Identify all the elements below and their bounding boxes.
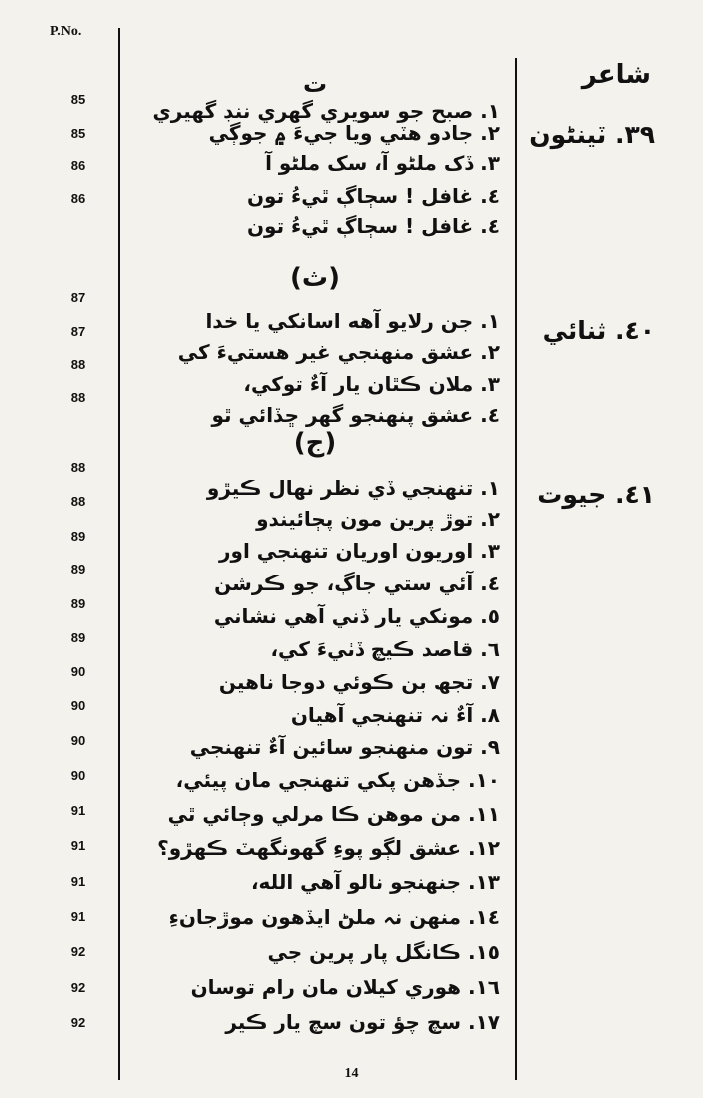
right-column-divider [515,58,517,1080]
entry-title: ٧. تجھ بن ڪوئي دوجا ناهين [218,670,500,694]
entry-title: ٣. ڏک ملڻو آ، سک ملڻو آ [265,151,500,175]
entry-title: ١٦. هوري کيلان مان رام توسان [190,975,500,999]
page-number-column-header: P.No. [50,24,82,39]
entry-title: ١. صبح جو سويري گهري ننڊ گهيري [152,99,500,123]
entry-page-number: 91 [70,909,86,924]
entry-page-number: 92 [70,944,86,959]
entry-page-number: 90 [70,698,86,713]
entry-title: ٢. جادو هٽي ويا جيءَ ۾ جوڳي [208,121,500,145]
entry-page-number: 89 [70,596,86,611]
entry-page-number: 91 [70,874,86,889]
entry-title: ١٤. منهن نہ ملڻ ايڏهون موڙجانءِ [168,905,500,929]
left-column-divider [118,28,120,1080]
entry-title: ٤. آئي ستي جاڳ، جو ڪرشن [214,571,500,595]
entry-title: ٥. مونکي يار ڏني آهي نشاني [213,604,500,628]
section-letter: ت [302,70,328,98]
entry-page-number: 89 [70,630,86,645]
entry-page-number: 86 [70,191,86,206]
entry-title: ١. تنهنجي ڏي نظر نهال ڪيڙو [206,476,500,500]
entry-page-number: 92 [70,980,86,995]
entry-page-number: 88 [70,357,86,372]
entry-page-number: 90 [70,768,86,783]
entry-page-number: 86 [70,158,86,173]
entry-page-number: 87 [70,324,86,339]
entry-title: ١٧. سچ چؤ تون سچ يار ڪير [225,1010,500,1034]
entry-page-number: 90 [70,664,86,679]
poet-name: ٤١. جيوت [537,480,655,509]
entry-title: ١٥. ڪانگل پار پرين جي [267,940,500,964]
page-footer-number: 14 [344,1066,359,1081]
entry-title: ٦. قاصد ڪيچ ڏٺيءَ کي، [270,637,500,661]
entry-title: ٢. عشق منهنجي غير هستيءَ کي [177,340,500,364]
entry-page-number: 85 [70,92,86,107]
entry-page-number: 85 [70,126,86,141]
entry-title: ٣. اوريون اوريان تنهنجي اور [219,539,500,563]
entry-page-number: 88 [70,460,86,475]
entry-title: ٣. ملان ڪٿان يار آءٌ توکي، [243,372,500,396]
section-letter: (ث) [290,263,340,293]
entry-title: ١. جن رلايو آهه اسانکي يا خدا [205,309,500,333]
entry-title: ٩. تون منهنجو سائين آءٌ تنهنجي [189,735,500,759]
poet-name: ٣٩. ٽينڻون [529,120,655,149]
entry-page-number: 88 [70,390,86,405]
entry-title: ٨. آءٌ نہ تنهنجي آهيان [290,703,500,727]
entry-title: ٤. غافل ! سڄاڳ ٿيءُ تون [246,184,500,208]
entry-page-number: 92 [70,1015,86,1030]
entry-title: ١٢. عشق لڳو پوءِ گهونگهٽ ڪهڙو؟ [157,836,500,860]
entry-page-number: 91 [70,838,86,853]
entry-title: ١٠. جڏهن پکي تنهنجي مان پيئي، [175,768,500,792]
entry-title: ١١. من موهن ڪا مرلي وڄائي ٿي [167,802,500,826]
entry-page-number: 87 [70,290,86,305]
entry-title: ٤. عشق پنهنجو گهر ڇڏائي ٿو [211,403,500,427]
entry-page-number: 90 [70,733,86,748]
section-letter: (ج) [293,428,337,458]
entry-title: ٢. توڙ پرين مون پڄائيندو [256,507,500,531]
entry-page-number: 88 [70,494,86,509]
entry-title: ١٣. جنهنجو نالو آهي الله، [250,870,500,894]
entry-page-number: 89 [70,529,86,544]
entry-page-number: 89 [70,562,86,577]
poet-name: ٤٠. ثنائي [542,316,655,345]
entry-page-number: 91 [70,803,86,818]
poet-column-header: شاعر [581,60,651,90]
entry-title: ٤. غافل ! سڄاڳ ٿيءُ تون [246,214,500,238]
